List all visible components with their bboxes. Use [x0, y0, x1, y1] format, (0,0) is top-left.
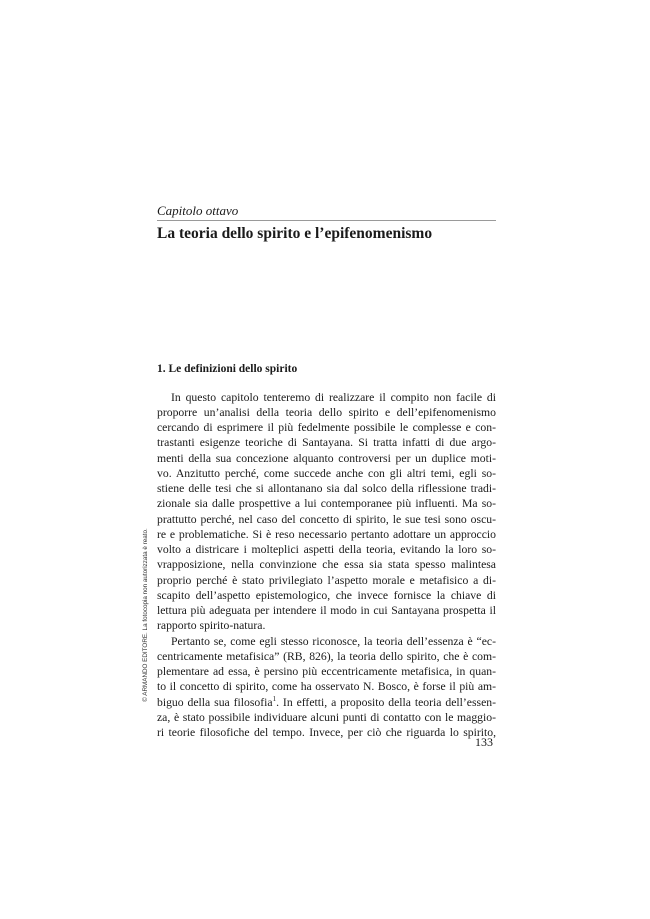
- text-line: menti della sua concezione alquanto controversi per un duplice moti-: [157, 451, 496, 465]
- chapter-title: La teoria dello spirito e l’epifenomenismo: [157, 225, 433, 242]
- text-segment: . In effetti, a proposito della teoria dell’essen-: [276, 695, 496, 709]
- text-line: volto a districare i molteplici aspetti della teoria, evitando la loro so-: [157, 543, 496, 556]
- paragraph-1: [157, 390, 496, 634]
- text-line: re e problematiche. Si è reso necessario pertanto adottare un approccio: [157, 527, 496, 541]
- text-segment: biguo della sua filosofia: [157, 695, 273, 709]
- text-line: cercando di esprimere il più fedelmente possibile le complesse e con-: [157, 421, 496, 434]
- text-line: centricamente metafisica” (RB, 826), la teoria dello spirito, che è com-: [157, 649, 496, 663]
- text-line: to il concetto di spirito, come ha osservato N. Bosco, è forse il più am-: [157, 680, 496, 694]
- footnote-ref[interactable]: 1: [272, 694, 277, 703]
- text-line: zionale sia dalle prospettive a lui contemporanee più influenti. Ma so-: [157, 497, 496, 511]
- text-line: proprio perché è stato privilegiato l’aspetto morale e metafisico a di-: [157, 573, 496, 587]
- text-line: Pertanto se, come egli stesso riconosce, la teoria dell’essenza è “ec-: [171, 634, 496, 648]
- text-line: prattutto perché, nel caso del concetto di spirito, le sue tesi sono oscu-: [157, 512, 496, 526]
- chapter-divider: [157, 220, 496, 221]
- page-number: 133: [475, 735, 493, 749]
- paragraph-2: [157, 634, 496, 741]
- section-heading: 1. Le definizioni dello spirito: [157, 363, 298, 375]
- text-line: vo. Anzitutto perché, come succede anche con gli altri temi, egli so-: [157, 466, 496, 480]
- text-line: proporre un’analisi della teoria dello spirito e dell’epifenomenismo: [157, 405, 496, 419]
- text-line: plementare ad essa, è persino più eccentricamente metafisica, in quan-: [157, 665, 496, 678]
- chapter-label: Capitolo ottavo: [157, 203, 239, 218]
- text-line: [157, 695, 496, 710]
- text-line: za, è stato possibile individuare alcuni punti di contatto con le maggio-: [157, 710, 496, 724]
- text-line: rapporto spirito-natura.: [157, 619, 266, 633]
- body-text: [157, 390, 496, 741]
- text-line: ri teorie filosofiche del tempo. Invece, per ciò che riguarda lo spirito,: [157, 726, 496, 739]
- text-line: vrapposizione, nella convinzione che essa sia stata spesso malintesa: [157, 558, 496, 572]
- text-line: lettura più adeguata per intendere il modo in cui Santayana prospetta il: [157, 604, 496, 617]
- text-line: trastanti esigenze teoriche di Santayana. Si tratta infatti di due argo-: [157, 436, 496, 450]
- text-line: In questo capitolo tenteremo di realizzare il compito non facile di: [171, 390, 496, 404]
- copyright-notice: © ARMANDO EDITORE. La fotocopia non autorizzata è reato.: [142, 528, 149, 702]
- text-line: scapito dell’aspetto epistemologico, che invece fornisce la chiave di: [157, 588, 496, 602]
- text-line: stiene delle tesi che si allontanano sia dal solco della riflessione tradi-: [157, 482, 496, 495]
